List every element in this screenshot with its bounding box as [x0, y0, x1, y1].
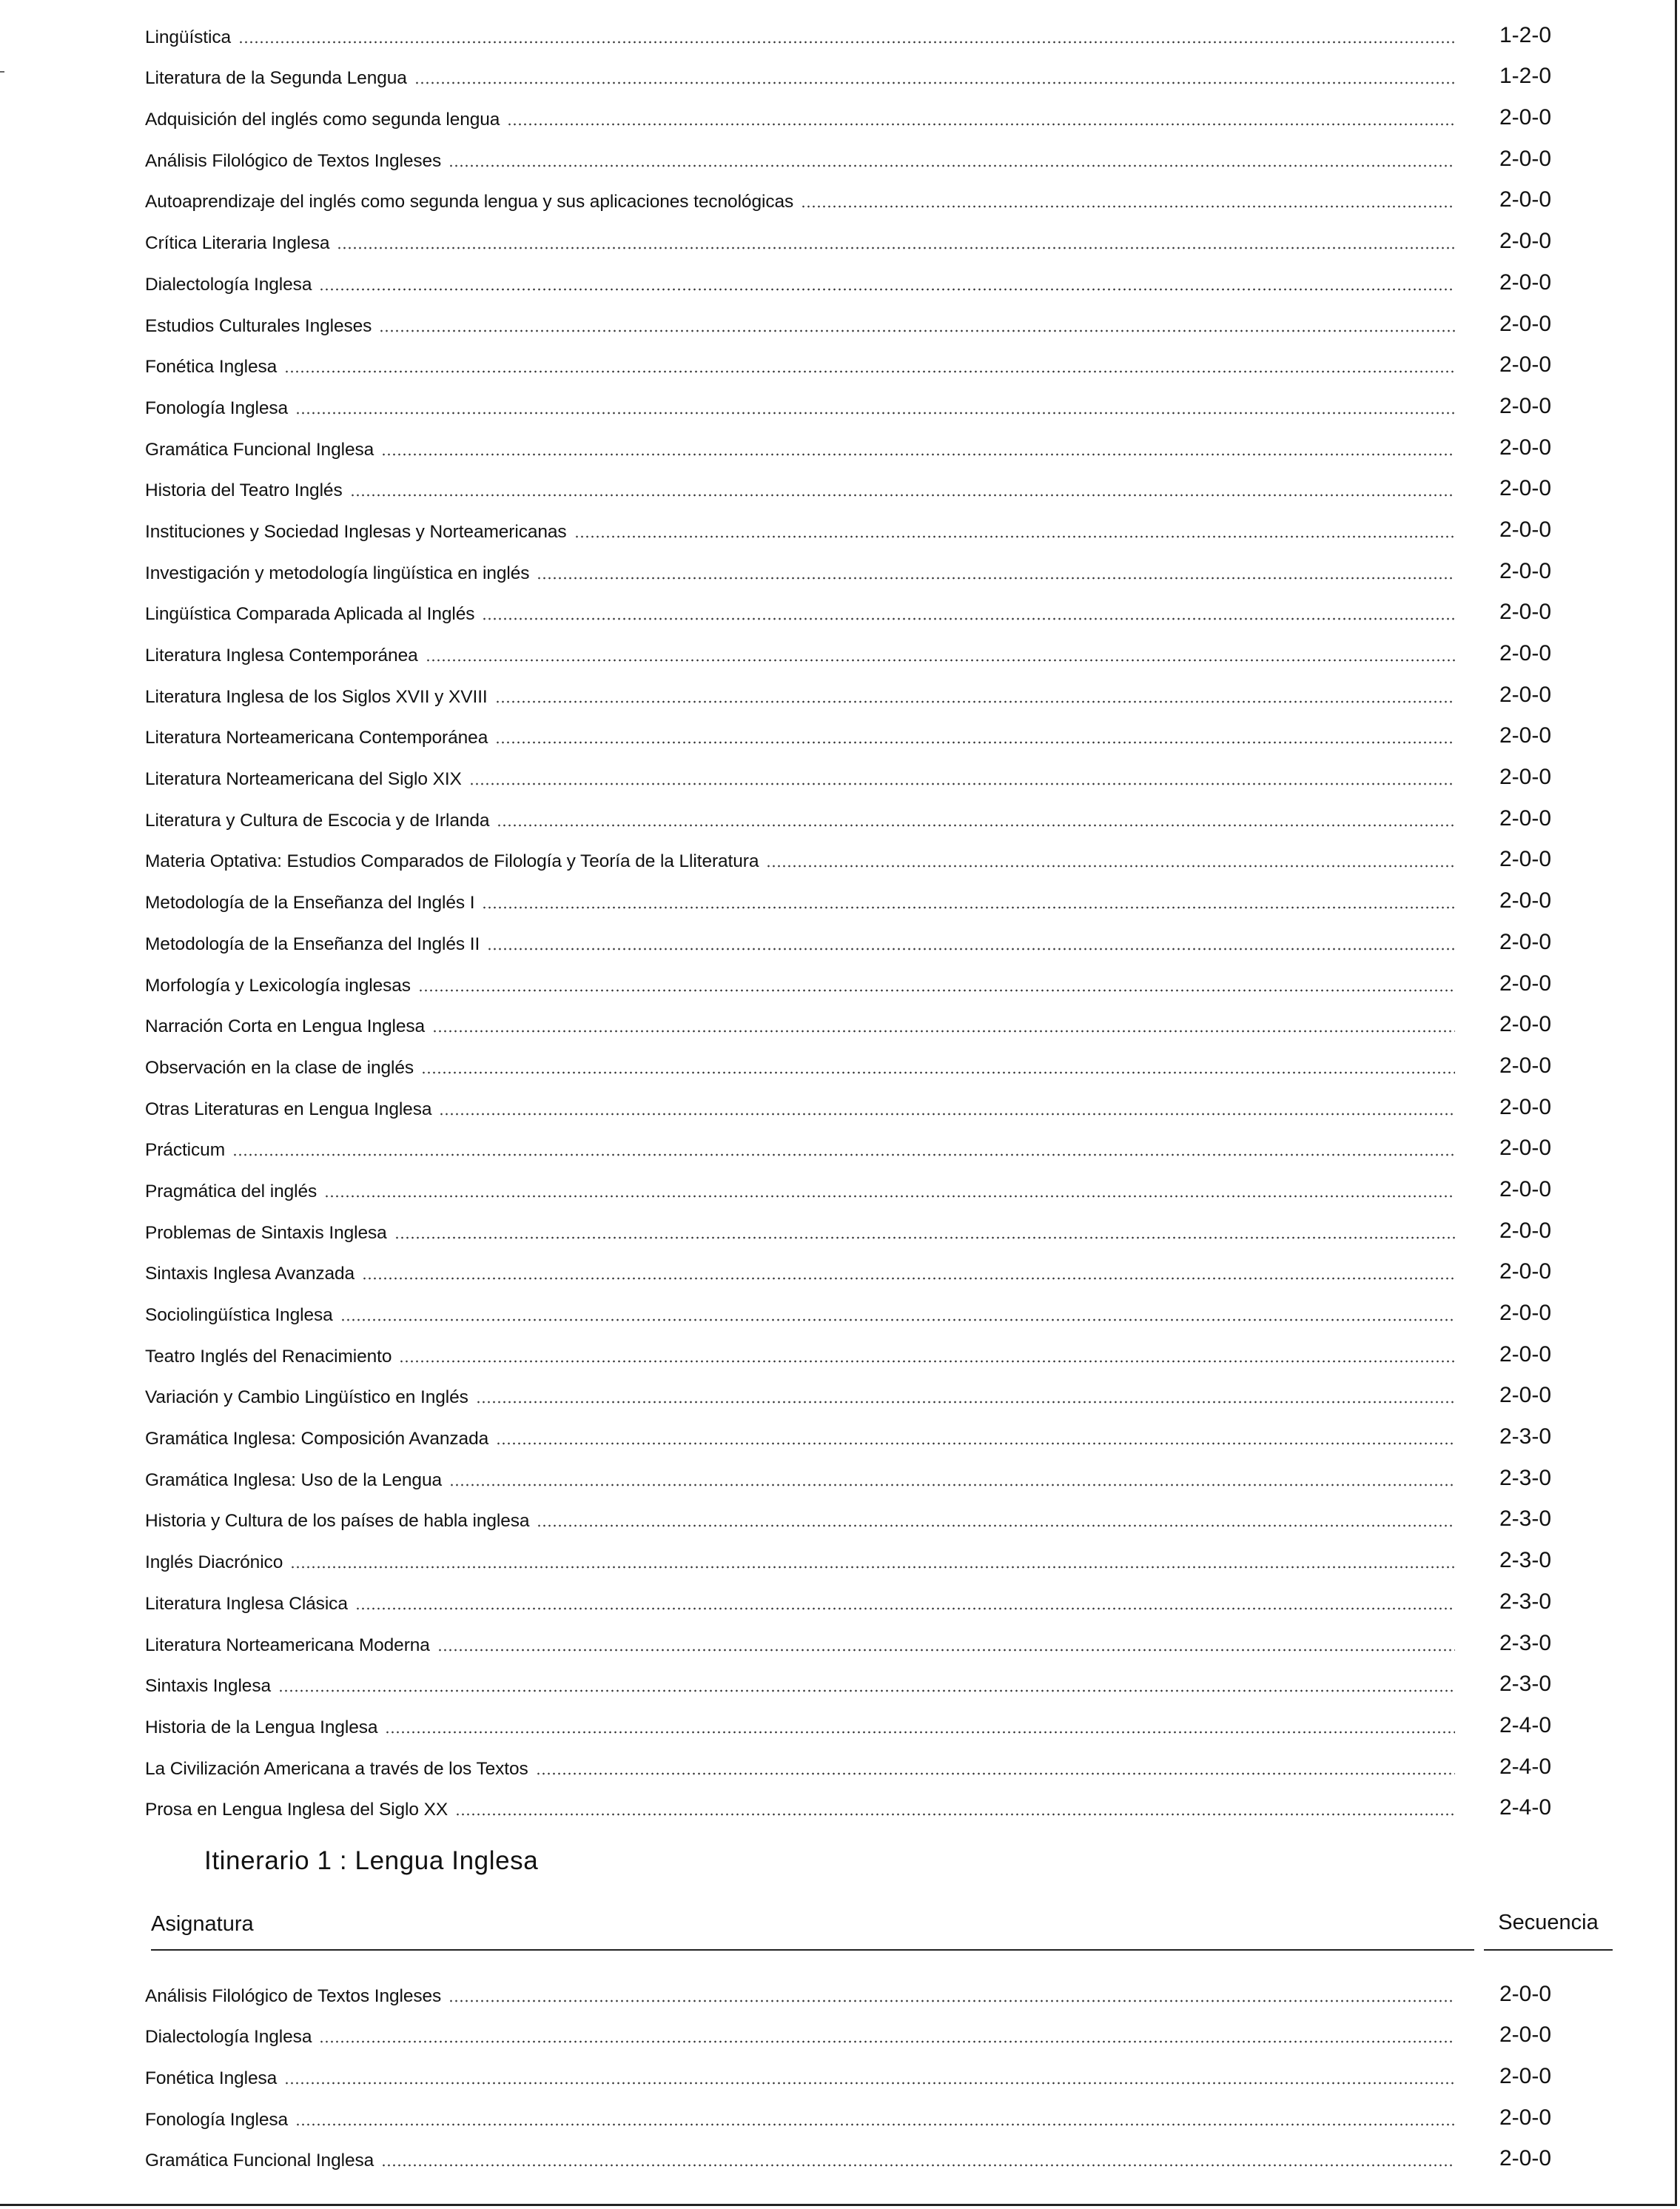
dot-leader	[469, 782, 1455, 785]
dot-leader	[421, 1071, 1455, 1074]
course-sequence: 2-4-0	[1499, 1795, 1552, 1820]
course-row	[145, 427, 1596, 469]
course-sequence: 2-0-0	[1499, 393, 1552, 418]
course-row	[145, 1128, 1596, 1170]
course-sequence: 2-0-0	[1499, 558, 1552, 583]
course-name: Dialectología Inglesa	[145, 2027, 312, 2048]
course-row	[145, 97, 1596, 138]
dot-leader	[766, 865, 1455, 868]
course-name: Adquisición del inglés como segunda lengua	[145, 110, 500, 130]
dot-leader	[476, 1401, 1455, 1404]
course-name: Gramática Inglesa: Uso de la Lengua	[145, 1469, 442, 1490]
course-row	[145, 2056, 1596, 2097]
dot-leader	[437, 1649, 1455, 1652]
course-sequence: 2-3-0	[1499, 1548, 1552, 1573]
course-sequence: 2-0-0	[1499, 765, 1552, 790]
dot-leader	[497, 824, 1455, 827]
course-name: La Civilización Americana a través de los Textos	[145, 1758, 528, 1779]
course-row	[145, 922, 1596, 963]
course-row	[145, 2015, 1596, 2057]
course-name: Estudios Culturales Ingleses	[145, 315, 372, 336]
course-row	[145, 1746, 1596, 1788]
course-name: Narración Corta en Lengua Inglesa	[145, 1016, 426, 1037]
course-row	[145, 1581, 1596, 1623]
course-row	[145, 1334, 1596, 1375]
dot-leader	[340, 1318, 1455, 1321]
course-row	[145, 469, 1596, 510]
course-sequence: 2-0-0	[1499, 971, 1552, 996]
dot-leader	[290, 1566, 1455, 1569]
course-row	[145, 2097, 1596, 2139]
course-name: Análisis Filológico de Textos Ingleses	[145, 150, 442, 171]
course-name: Análisis Filológico de Textos Ingleses	[145, 1985, 442, 2006]
course-sequence: 2-0-0	[1499, 600, 1552, 625]
course-name: Observación en la clase de inglés	[145, 1057, 414, 1078]
dot-leader	[537, 577, 1455, 580]
course-sequence: 2-0-0	[1499, 641, 1552, 666]
dot-leader	[801, 205, 1455, 208]
dot-leader	[507, 123, 1455, 126]
course-name: Fonología Inglesa	[145, 2109, 289, 2130]
dot-leader	[449, 1484, 1455, 1486]
itinerario-title: Itinerario 1 : Lengua Inglesa	[204, 1846, 539, 1875]
course-row	[145, 1974, 1596, 2015]
dot-leader	[337, 247, 1455, 249]
course-sequence: 2-0-0	[1499, 1176, 1552, 1201]
dot-leader	[574, 535, 1455, 538]
course-row	[145, 1210, 1596, 1252]
course-sequence: 2-0-0	[1499, 269, 1552, 295]
course-name: Lingüística	[145, 27, 232, 47]
course-name: Morfología y Lexicología inglesas	[145, 975, 411, 996]
course-row	[145, 1087, 1596, 1128]
course-row	[145, 633, 1596, 674]
course-name: Historia del Teatro Inglés	[145, 480, 343, 501]
course-name: Literatura Norteamericana Contemporánea	[145, 728, 488, 748]
dot-leader	[495, 741, 1455, 744]
course-row	[145, 1664, 1596, 1706]
course-sequence: 2-0-0	[1499, 187, 1552, 212]
course-row	[145, 592, 1596, 634]
dot-leader	[495, 700, 1455, 703]
course-sequence: 2-0-0	[1499, 2146, 1552, 2171]
dot-leader	[537, 1524, 1455, 1527]
dot-leader	[487, 948, 1455, 951]
course-sequence: 2-0-0	[1499, 435, 1552, 460]
course-sequence: 2-4-0	[1499, 1754, 1552, 1779]
course-row	[145, 1045, 1596, 1087]
course-row	[145, 386, 1596, 427]
course-list-top	[145, 15, 1596, 1828]
course-row	[145, 551, 1596, 592]
course-sequence: 2-0-0	[1499, 929, 1552, 954]
course-name: Historia y Cultura de los países de habla inglesa	[145, 1511, 530, 1532]
course-row	[145, 839, 1596, 881]
course-name: Teatro Inglés del Renacimiento	[145, 1346, 392, 1367]
dot-leader	[355, 1607, 1455, 1610]
course-row	[145, 1375, 1596, 1417]
course-name: Metodología de la Enseñanza del Inglés I	[145, 893, 475, 914]
course-sequence: 2-0-0	[1499, 1053, 1552, 1078]
course-row	[145, 1623, 1596, 1664]
course-sequence: 2-3-0	[1499, 1506, 1552, 1532]
course-name: Literatura de la Segunda Lengua	[145, 68, 407, 89]
course-sequence: 2-0-0	[1499, 1012, 1552, 1037]
course-name: Lingüística Comparada Aplicada al Inglés	[145, 604, 475, 625]
course-sequence: 2-0-0	[1499, 1981, 1552, 2006]
course-sequence: 2-0-0	[1499, 105, 1552, 130]
dot-leader	[426, 659, 1455, 662]
course-sequence: 2-0-0	[1499, 1259, 1552, 1284]
course-sequence: 2-4-0	[1499, 1712, 1552, 1737]
dot-leader	[379, 329, 1455, 332]
dot-leader	[319, 288, 1455, 291]
dot-leader	[439, 1113, 1455, 1116]
course-name: Sintaxis Inglesa Avanzada	[145, 1264, 355, 1284]
dot-leader	[414, 81, 1455, 84]
course-name: Literatura Norteamericana del Siglo XIX	[145, 769, 462, 790]
course-row	[145, 1788, 1596, 1829]
dot-leader	[324, 1195, 1455, 1198]
course-sequence: 2-0-0	[1499, 682, 1552, 707]
course-sequence: 2-0-0	[1499, 311, 1552, 336]
dot-leader	[496, 1442, 1455, 1445]
course-name: Materia Optativa: Estudios Comparados de Filología y Teoría de la Lliteratura	[145, 851, 759, 872]
dot-leader	[362, 1277, 1455, 1280]
course-row	[145, 880, 1596, 922]
dot-leader	[418, 989, 1455, 992]
course-sequence: 2-3-0	[1499, 1424, 1552, 1449]
header-asignatura: Asignatura	[151, 1906, 1474, 1951]
course-sequence: 2-3-0	[1499, 1672, 1552, 1697]
course-name: Investigación y metodología lingüística en inglés	[145, 563, 530, 583]
course-row	[145, 2139, 1596, 2180]
course-name: Gramática Funcional Inglesa	[145, 439, 374, 460]
course-sequence: 2-0-0	[1499, 1218, 1552, 1243]
course-name: Literatura Inglesa Clásica	[145, 1593, 348, 1614]
course-row	[145, 56, 1596, 98]
course-sequence: 2-0-0	[1499, 847, 1552, 872]
header-secuencia: Secuencia	[1484, 1906, 1613, 1951]
course-row	[145, 509, 1596, 551]
dot-leader	[394, 1236, 1455, 1239]
dot-leader	[284, 2082, 1455, 2085]
course-name: Gramática Inglesa: Composición Avanzada	[145, 1429, 489, 1449]
dot-leader	[399, 1360, 1455, 1363]
course-name: Literatura Norteamericana Moderna	[145, 1635, 430, 1655]
course-row	[145, 1416, 1596, 1458]
course-sequence: 2-0-0	[1499, 476, 1552, 501]
course-sequence: 2-3-0	[1499, 1465, 1552, 1490]
course-row	[145, 1458, 1596, 1499]
course-sequence: 2-0-0	[1499, 888, 1552, 914]
course-row	[145, 262, 1596, 304]
course-name: Crítica Literaria Inglesa	[145, 233, 330, 254]
course-sequence: 1-2-0	[1499, 64, 1552, 89]
course-sequence: 2-3-0	[1499, 1589, 1552, 1614]
course-sequence: 2-0-0	[1499, 517, 1552, 542]
course-list-itinerario	[145, 1974, 1596, 2179]
course-sequence: 2-0-0	[1499, 352, 1552, 378]
course-name: Historia de la Lengua Inglesa	[145, 1717, 378, 1737]
course-row	[145, 1540, 1596, 1581]
course-name: Literatura Inglesa Contemporánea	[145, 646, 418, 666]
dot-leader	[319, 2040, 1455, 2043]
dot-leader	[278, 1689, 1455, 1692]
dot-leader	[350, 494, 1455, 497]
course-row	[145, 345, 1596, 386]
course-name: Inglés Diacrónico	[145, 1552, 283, 1573]
course-row	[145, 674, 1596, 716]
course-name: Fonología Inglesa	[145, 398, 289, 418]
course-row	[145, 1705, 1596, 1746]
dot-leader	[536, 1772, 1455, 1775]
dot-leader	[238, 41, 1455, 44]
course-row	[145, 221, 1596, 262]
course-name: Pragmática del inglés	[145, 1181, 317, 1201]
dot-leader	[482, 906, 1455, 909]
course-sequence: 2-0-0	[1499, 1094, 1552, 1119]
course-name: Fonética Inglesa	[145, 357, 278, 378]
course-sequence: 2-0-0	[1499, 1301, 1552, 1325]
dot-leader	[482, 617, 1455, 620]
course-sequence: 2-0-0	[1499, 1136, 1552, 1161]
course-sequence: 2-0-0	[1499, 805, 1552, 831]
dot-leader	[432, 1030, 1455, 1033]
course-row	[145, 304, 1596, 345]
course-sequence: 2-0-0	[1499, 146, 1552, 171]
course-row	[145, 798, 1596, 839]
dot-leader	[385, 1731, 1455, 1734]
course-name: Fonética Inglesa	[145, 2068, 278, 2089]
course-sequence: 2-0-0	[1499, 2105, 1552, 2130]
course-row	[145, 138, 1596, 180]
margin-mark	[0, 71, 4, 73]
course-sequence: 2-0-0	[1499, 2022, 1552, 2048]
course-name: Autoaprendizaje del inglés como segunda lengua y sus aplicaciones tecnológicas	[145, 192, 794, 212]
course-sequence: 1-2-0	[1499, 22, 1552, 47]
course-name: Prosa en Lengua Inglesa del Siglo XX	[145, 1800, 448, 1820]
dot-leader	[448, 2000, 1455, 2002]
course-name: Sintaxis Inglesa	[145, 1676, 271, 1697]
dot-leader	[284, 370, 1455, 373]
course-name: Metodología de la Enseñanza del Inglés II	[145, 933, 480, 954]
course-name: Problemas de Sintaxis Inglesa	[145, 1222, 387, 1243]
dot-leader	[295, 412, 1455, 415]
course-sequence: 2-0-0	[1499, 229, 1552, 254]
course-row	[145, 1005, 1596, 1046]
course-name: Otras Literaturas en Lengua Inglesa	[145, 1099, 432, 1119]
dot-leader	[295, 2123, 1455, 2126]
course-sequence: 2-3-0	[1499, 1630, 1552, 1655]
dot-leader	[448, 164, 1455, 167]
course-row	[145, 1169, 1596, 1210]
course-name: Dialectología Inglesa	[145, 274, 312, 295]
course-name: Literatura y Cultura de Escocia y de Irlanda	[145, 810, 490, 831]
course-sequence: 2-0-0	[1499, 2064, 1552, 2089]
course-row	[145, 963, 1596, 1005]
course-name: Gramática Funcional Inglesa	[145, 2151, 374, 2171]
course-row	[145, 15, 1596, 56]
course-row	[145, 180, 1596, 221]
course-sequence: 2-0-0	[1499, 1383, 1552, 1408]
course-row	[145, 1499, 1596, 1541]
course-sequence: 2-0-0	[1499, 1341, 1552, 1367]
course-row	[145, 716, 1596, 757]
course-name: Variación y Cambio Lingüístico en Inglés	[145, 1387, 468, 1408]
course-name: Instituciones y Sociedad Inglesas y Norteamericanas	[145, 521, 567, 542]
course-sequence: 2-0-0	[1499, 723, 1552, 748]
course-name: Prácticum	[145, 1140, 226, 1161]
course-name: Literatura Inglesa de los Siglos XVII y XVIII	[145, 686, 488, 707]
course-row	[145, 757, 1596, 798]
course-name: Sociolingüística Inglesa	[145, 1305, 333, 1325]
dot-leader	[232, 1153, 1455, 1156]
itinerario-table-header	[151, 1906, 1613, 1952]
course-row	[145, 1252, 1596, 1293]
dot-leader	[381, 2164, 1455, 2167]
course-row	[145, 1293, 1596, 1334]
dot-leader	[455, 1813, 1455, 1816]
dot-leader	[381, 453, 1455, 456]
